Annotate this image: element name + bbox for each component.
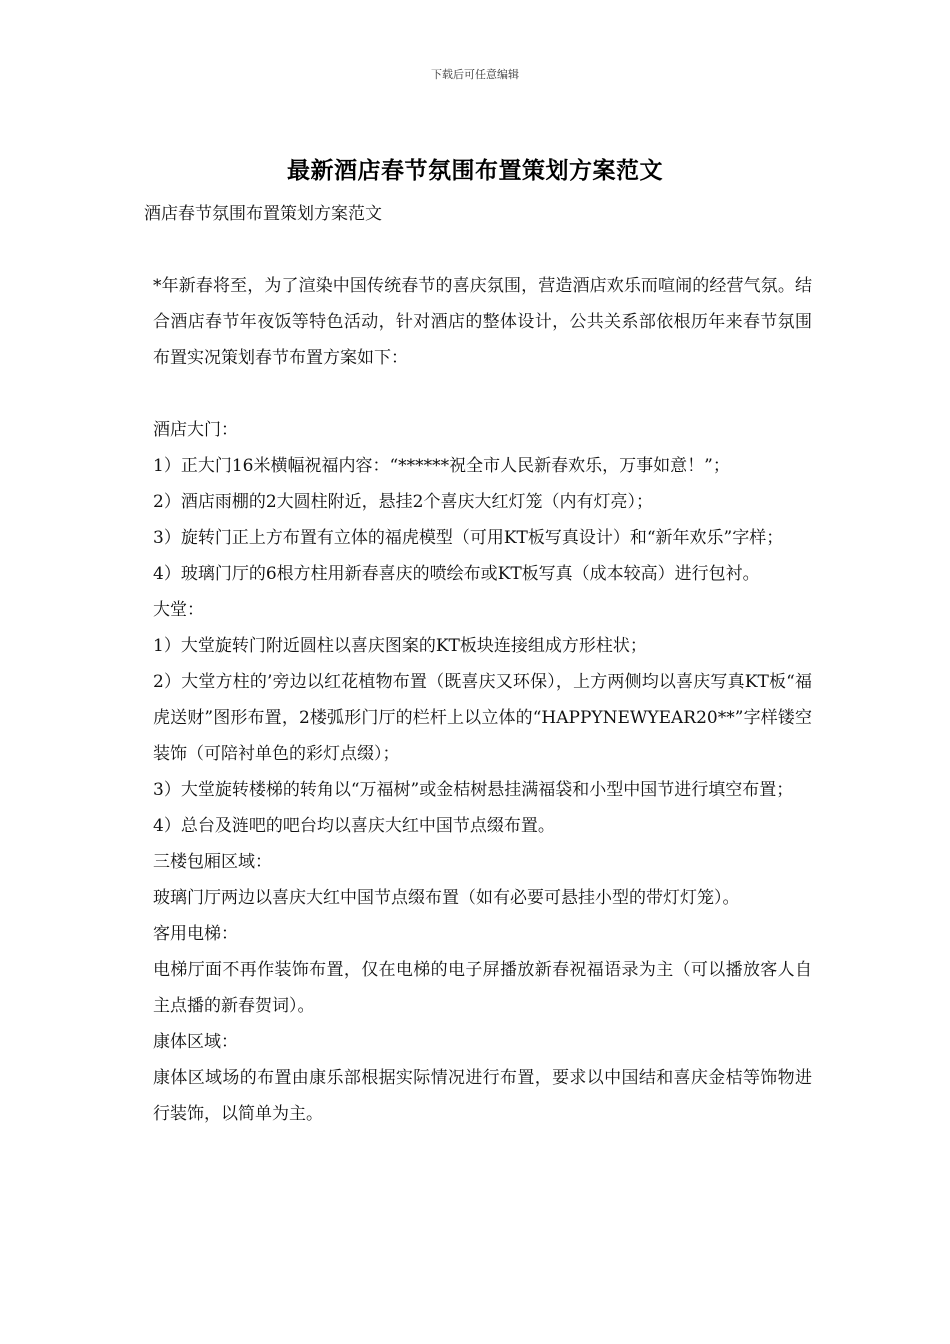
section-heading-lobby: 大堂： xyxy=(153,600,204,620)
blank-line xyxy=(144,232,812,268)
document-body xyxy=(144,196,812,1132)
gate-item-2: 2）酒店雨棚的2大圆柱附近，悬挂2个喜庆大红灯笼（内有灯亮）； xyxy=(153,492,653,512)
section-heading-elevator: 客用电梯： xyxy=(153,924,238,944)
section-heading-gate: 酒店大门： xyxy=(153,420,238,440)
header-note: 下载后可任意编辑 xyxy=(431,68,519,81)
lobby-item-2: 2）大堂方柱的’旁边以红花植物布置（既喜庆又环保），上方两侧均以喜庆写真KT板“福虎送财”图形布置，2楼弧形门厅的栏杆上以立体的“HAPPYNEWYEAR20**”字样镂空装饰（可陪衬单色的彩灯点缀）； xyxy=(153,672,812,764)
lobby-item-3: 3）大堂旋转楼梯的转角以“万福树”或金桔树悬挂满福袋和小型中国节进行填空布置； xyxy=(153,780,794,800)
section-heading-fitness: 康体区域： xyxy=(153,1032,238,1052)
elevator-paragraph: 电梯厅面不再作装饰布置，仅在电梯的电子屏播放新春祝福语录为主（可以播放客人自主点播的新春贺词）。 xyxy=(153,960,812,1016)
gate-item-1: 1）正大门16米横幅祝福内容：“******祝全市人民新春欢乐，万事如意！”； xyxy=(153,456,730,476)
blank-line xyxy=(144,376,812,412)
intro-paragraph: *年新春将至，为了渲染中国传统春节的喜庆氛围，营造酒店欢乐而喧闹的经营气氛。结合酒店春节年夜饭等特色活动，针对酒店的整体设计，公共关系部依根历年来春节氛围布置实况策划春节布置方案如下： xyxy=(153,276,812,368)
gate-item-3: 3）旋转门正上方布置有立体的福虎模型（可用KT板写真设计）和“新年欢乐”字样； xyxy=(153,528,784,548)
gate-item-4: 4）玻璃门厅的6根方柱用新春喜庆的喷绘布或KT板写真（成本较高）进行包衬。 xyxy=(153,564,760,584)
document-subtitle: 酒店春节氛围布置策划方案范文 xyxy=(144,204,382,224)
section-heading-third-floor: 三楼包厢区域： xyxy=(153,852,272,872)
fitness-paragraph: 康体区域场的布置由康乐部根据实际情况进行布置，要求以中国结和喜庆金桔等饰物进行装饰，以简单为主。 xyxy=(153,1068,812,1124)
third-floor-paragraph: 玻璃门厅两边以喜庆大红中国节点缀布置（如有必要可悬挂小型的带灯灯笼）。 xyxy=(153,888,740,908)
lobby-item-1: 1）大堂旋转门附近圆柱以喜庆图案的KT板块连接组成方形柱状； xyxy=(153,636,647,656)
lobby-item-4: 4）总台及涟吧的吧台均以喜庆大红中国节点缀布置。 xyxy=(153,816,555,836)
document-title: 最新酒店春节氛围布置策划方案范文 xyxy=(287,157,663,184)
